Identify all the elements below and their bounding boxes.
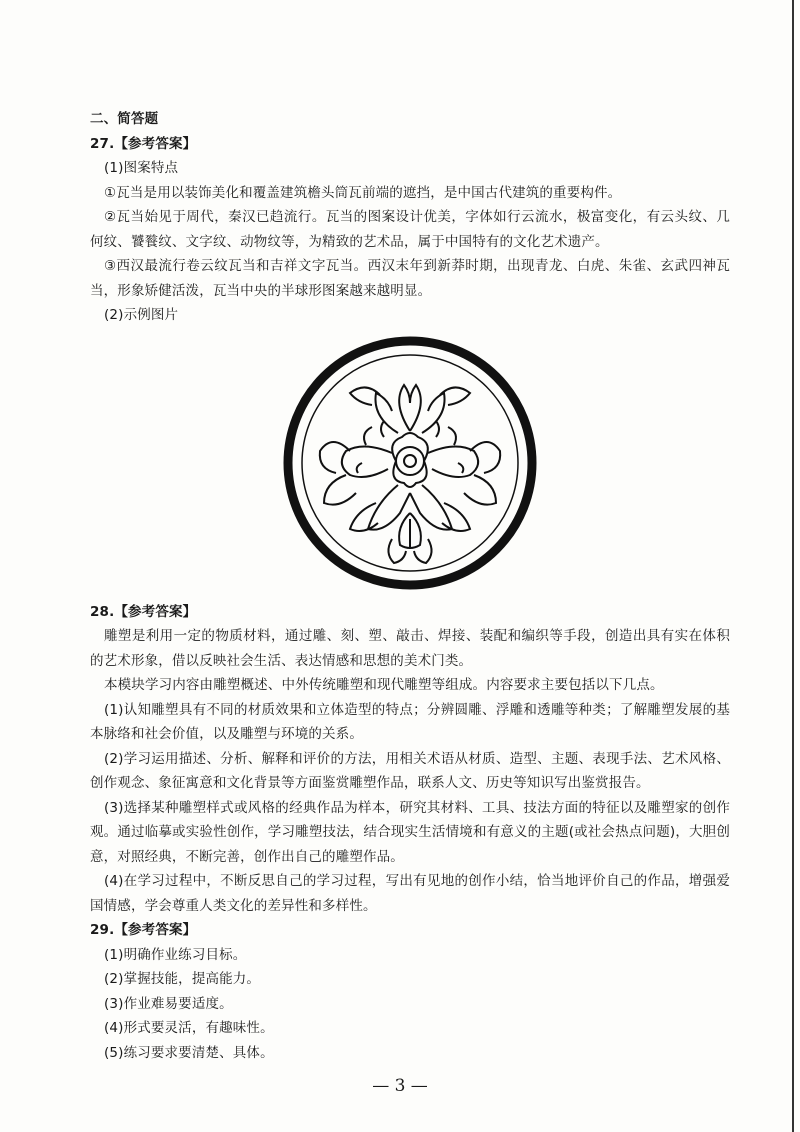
q29-item: (5)练习要求要清楚、具体。 bbox=[104, 1044, 274, 1061]
q27-item3: ③西汉最流行卷云纹瓦当和吉祥文字瓦当。西汉末年到新莽时期，出现青龙、白虎、朱雀、玄武四神瓦当，形象矫健活泼，瓦当中央的半球形图案越来越明显。 bbox=[90, 258, 730, 299]
section-title: 二、简答题 bbox=[90, 111, 159, 127]
scan-edge-line bbox=[792, 0, 794, 1132]
q28-p2: 本模块学习内容由雕塑概述、中外传统雕塑和现代雕塑等组成。内容要求主要包括以下几点。 bbox=[104, 677, 664, 693]
q28-p3: (1)认知雕塑具有不同的材质效果和立体造型的特点；分辨圆雕、浮雕和透雕等种类；了解雕塑发展的基本脉络和社会价值，以及雕塑与环境的关系。 bbox=[90, 701, 730, 742]
q28-p5: (3)选择某种雕塑样式或风格的经典作品为样本，研究其材料、工具、技法方面的特征以及雕塑家的创作观。通过临摹或实验性创作，学习雕塑技法，结合现实生活情境和有意义的主题(或社会热点问题)，大胆创意，对照经典，不断完善，创作出自己的雕塑作品。 bbox=[90, 799, 730, 865]
q27-sub2: (2)示例图片 bbox=[104, 307, 179, 323]
q29-item: (1)明确作业练习目标。 bbox=[104, 946, 247, 963]
wadang-tile-image bbox=[280, 333, 540, 593]
page-number: — 3 — bbox=[372, 1076, 428, 1096]
q28-p1: 雕塑是利用一定的物质材料，通过雕、刻、塑、敲击、焊接、装配和编织等手段，创造出具有实在体积的艺术形象，借以反映社会生活、表达情感和思想的美术门类。 bbox=[90, 628, 730, 669]
q28-heading: 28.【参考答案】 bbox=[90, 603, 197, 620]
tile-end-figure bbox=[90, 332, 730, 594]
q27-item1: ①瓦当是用以装饰美化和覆盖建筑檐头筒瓦前端的遮挡，是中国古代建筑的重要构件。 bbox=[104, 184, 622, 201]
q27-item2: ②瓦当始见于周代，秦汉已趋流行。瓦当的图案设计优美，字体如行云流水，极富变化，有云头纹、几何纹、饕餮纹、文字纹、动物纹等，为精致的艺术品，属于中国特有的文化艺术遗产。 bbox=[90, 209, 730, 250]
q29-heading: 29.【参考答案】 bbox=[90, 922, 197, 938]
q29-item: (4)形式要灵活，有趣味性。 bbox=[104, 1020, 274, 1036]
answer-content bbox=[90, 107, 730, 1065]
q27-heading: 27.【参考答案】 bbox=[90, 135, 197, 152]
q27-sub1: (1)图案特点 bbox=[104, 160, 179, 176]
q28-p4: (2)学习运用描述、分析、解释和评价的方法，用相关术语从材质、造型、主题、表现手法、艺术风格、创作观念、象征寓意和文化背景等方面鉴赏雕塑作品，联系人文、历史等知识写出鉴赏报告。 bbox=[90, 750, 730, 791]
q29-item: (3)作业难易要适度。 bbox=[104, 995, 233, 1012]
q29-item: (2)掌握技能，提高能力。 bbox=[104, 971, 261, 987]
q28-p6: (4)在学习过程中，不断反思自己的学习过程，写出有见地的创作小结，恰当地评价自己的作品，增强爱国情感，学会尊重人类文化的差异性和多样性。 bbox=[90, 873, 730, 914]
